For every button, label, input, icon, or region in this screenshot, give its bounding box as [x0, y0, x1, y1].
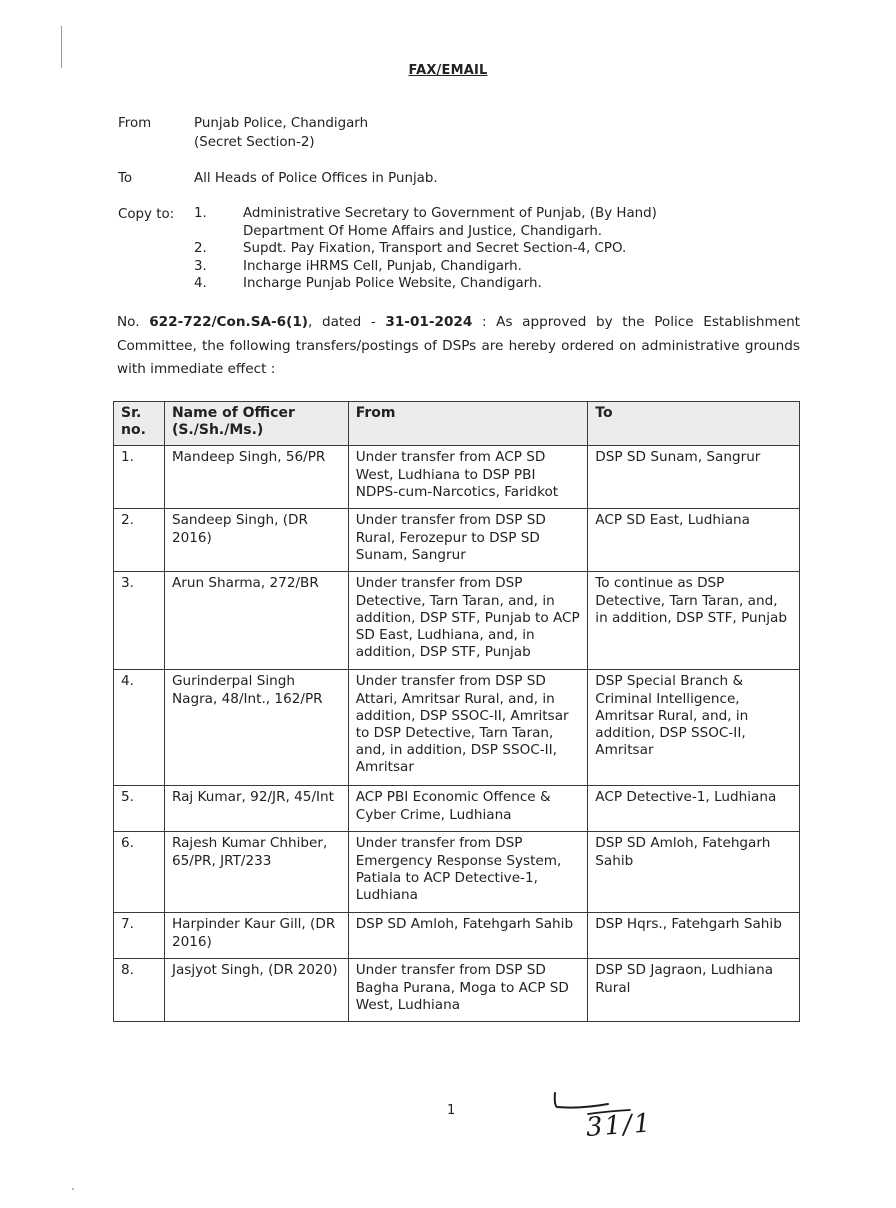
copy-to-item: [194, 205, 657, 240]
page-number: 1: [447, 1103, 456, 1118]
header-officer-name: Name of Officer (S./Sh./Ms.): [164, 402, 348, 446]
cell-officer-name: Harpinder Kaur Gill, (DR 2016): [164, 913, 348, 959]
from-value: [194, 114, 368, 152]
cell-sr-no: 5.: [114, 786, 165, 832]
header-from: From: [348, 402, 588, 446]
cell-sr-no: 6.: [114, 832, 165, 913]
cell-sr-no: 7.: [114, 913, 165, 959]
table-row: [114, 446, 800, 509]
cell-sr-no: 4.: [114, 670, 165, 786]
cell-from: DSP SD Amloh, Fatehgarh Sahib: [348, 913, 588, 959]
cell-from: Under transfer from DSP Emergency Response System, Patiala to ACP Detective-1, Ludhiana: [348, 832, 588, 913]
copy-to-text: [243, 205, 657, 240]
cell-from: Under transfer from DSP SD Bagha Purana, Moga to ACP SD West, Ludhiana: [348, 959, 588, 1022]
order-dated-text: , dated -: [308, 314, 376, 330]
cell-sr-no: 8.: [114, 959, 165, 1022]
cell-officer-name: Gurinderpal Singh Nagra, 48/Int., 162/PR: [164, 670, 348, 786]
table-row: [114, 572, 800, 670]
scan-artifact-dot: [72, 1188, 74, 1190]
table-row: [114, 786, 800, 832]
from-line: Punjab Police, Chandigarh: [194, 116, 369, 131]
cell-to: To continue as DSP Detective, Tarn Taran, and, in addition, DSP STF, Punjab: [588, 572, 800, 670]
cell-sr-no: 1.: [114, 446, 165, 509]
cell-from: ACP PBI Economic Offence & Cyber Crime, Ludhiana: [348, 786, 588, 832]
cell-to: ACP Detective-1, Ludhiana: [588, 786, 800, 832]
copy-to-text: Incharge iHRMS Cell, Punjab, Chandigarh.: [243, 258, 522, 274]
cell-to: DSP Special Branch & Criminal Intelligence, Amritsar Rural, and, in addition, DSP SSOC-II, Amritsar: [588, 670, 800, 786]
order-number: 622-722/Con.SA-6(1): [149, 314, 309, 330]
copy-to-number: 1.: [194, 206, 207, 221]
header-sr-no: Sr. no.: [114, 402, 165, 446]
cell-officer-name: Jasjyot Singh, (DR 2020): [164, 959, 348, 1022]
document-title: FAX/EMAIL: [408, 63, 488, 78]
to-value: All Heads of Police Offices in Punjab.: [194, 171, 438, 186]
cell-officer-name: Raj Kumar, 92/JR, 45/Int: [164, 786, 348, 832]
cell-officer-name: Arun Sharma, 272/BR: [164, 572, 348, 670]
to-label: To: [118, 171, 133, 186]
transfers-table: [113, 401, 800, 1022]
copy-to-label: Copy to:: [118, 207, 175, 222]
copy-to-item: [194, 240, 657, 258]
cell-officer-name: Sandeep Singh, (DR 2016): [164, 509, 348, 572]
cell-from: Under transfer from DSP SD Rural, Ferozepur to DSP SD Sunam, Sangrur: [348, 509, 588, 572]
order-date: 31-01-2024: [385, 314, 473, 330]
order-no-prefix: No.: [117, 314, 140, 330]
copy-to-number: 3.: [194, 258, 207, 274]
copy-to-line: Department Of Home Affairs and Justice, Chandigarh.: [243, 223, 603, 239]
scan-artifact-line: [61, 26, 62, 68]
copy-to-item: [194, 258, 657, 276]
cell-from: Under transfer from DSP Detective, Tarn Taran, and, in addition, DSP STF, Punjab to ACP SD East, Ludhiana, and, in addition, DSP STF, Punjab: [348, 572, 588, 670]
from-line: (Secret Section-2): [194, 135, 315, 150]
header-to: To: [588, 402, 800, 446]
table-row: [114, 913, 800, 959]
table-row: [114, 959, 800, 1022]
copy-to-number: 2.: [194, 241, 207, 256]
table-row: [114, 670, 800, 786]
copy-to-text: Incharge Punjab Police Website, Chandigarh.: [243, 276, 542, 291]
from-label: From: [118, 116, 152, 131]
order-paragraph: [117, 311, 800, 382]
copy-to-text: Supdt. Pay Fixation, Transport and Secret Section-4, CPO.: [243, 241, 627, 256]
copy-to-line: Administrative Secretary to Government of Punjab, (By Hand): [243, 206, 657, 221]
cell-officer-name: Rajesh Kumar Chhiber, 65/PR, JRT/233: [164, 832, 348, 913]
cell-sr-no: 2.: [114, 509, 165, 572]
cell-from: Under transfer from DSP SD Attari, Amritsar Rural, and, in addition, DSP SSOC-II, Amritsar to DSP Detective, Tarn Taran, and, in addition, DSP SSOC-II, Amritsar: [348, 670, 588, 786]
cell-from: Under transfer from ACP SD West, Ludhiana to DSP PBI NDPS-cum-Narcotics, Faridkot: [348, 446, 588, 509]
table-row: [114, 832, 800, 913]
table-row: [114, 509, 800, 572]
copy-to-number: 4.: [194, 276, 207, 291]
copy-to-item: [194, 275, 657, 293]
cell-to: ACP SD East, Ludhiana: [588, 509, 800, 572]
copy-to-list: [194, 205, 657, 293]
cell-to: DSP SD Amloh, Fatehgarh Sahib: [588, 832, 800, 913]
cell-to: DSP SD Sunam, Sangrur: [588, 446, 800, 509]
cell-to: DSP Hqrs., Fatehgarh Sahib: [588, 913, 800, 959]
signature-date: 31/1: [585, 1108, 654, 1143]
cell-officer-name: Mandeep Singh, 56/PR: [164, 446, 348, 509]
cell-sr-no: 3.: [114, 572, 165, 670]
table-header-row: [114, 402, 800, 446]
cell-to: DSP SD Jagraon, Ludhiana Rural: [588, 959, 800, 1022]
order-body: : As approved by the Police Establishment Committee, the following transfers/postings of DSPs are hereby ordered on administrative grounds with immediate effect :: [117, 314, 801, 377]
